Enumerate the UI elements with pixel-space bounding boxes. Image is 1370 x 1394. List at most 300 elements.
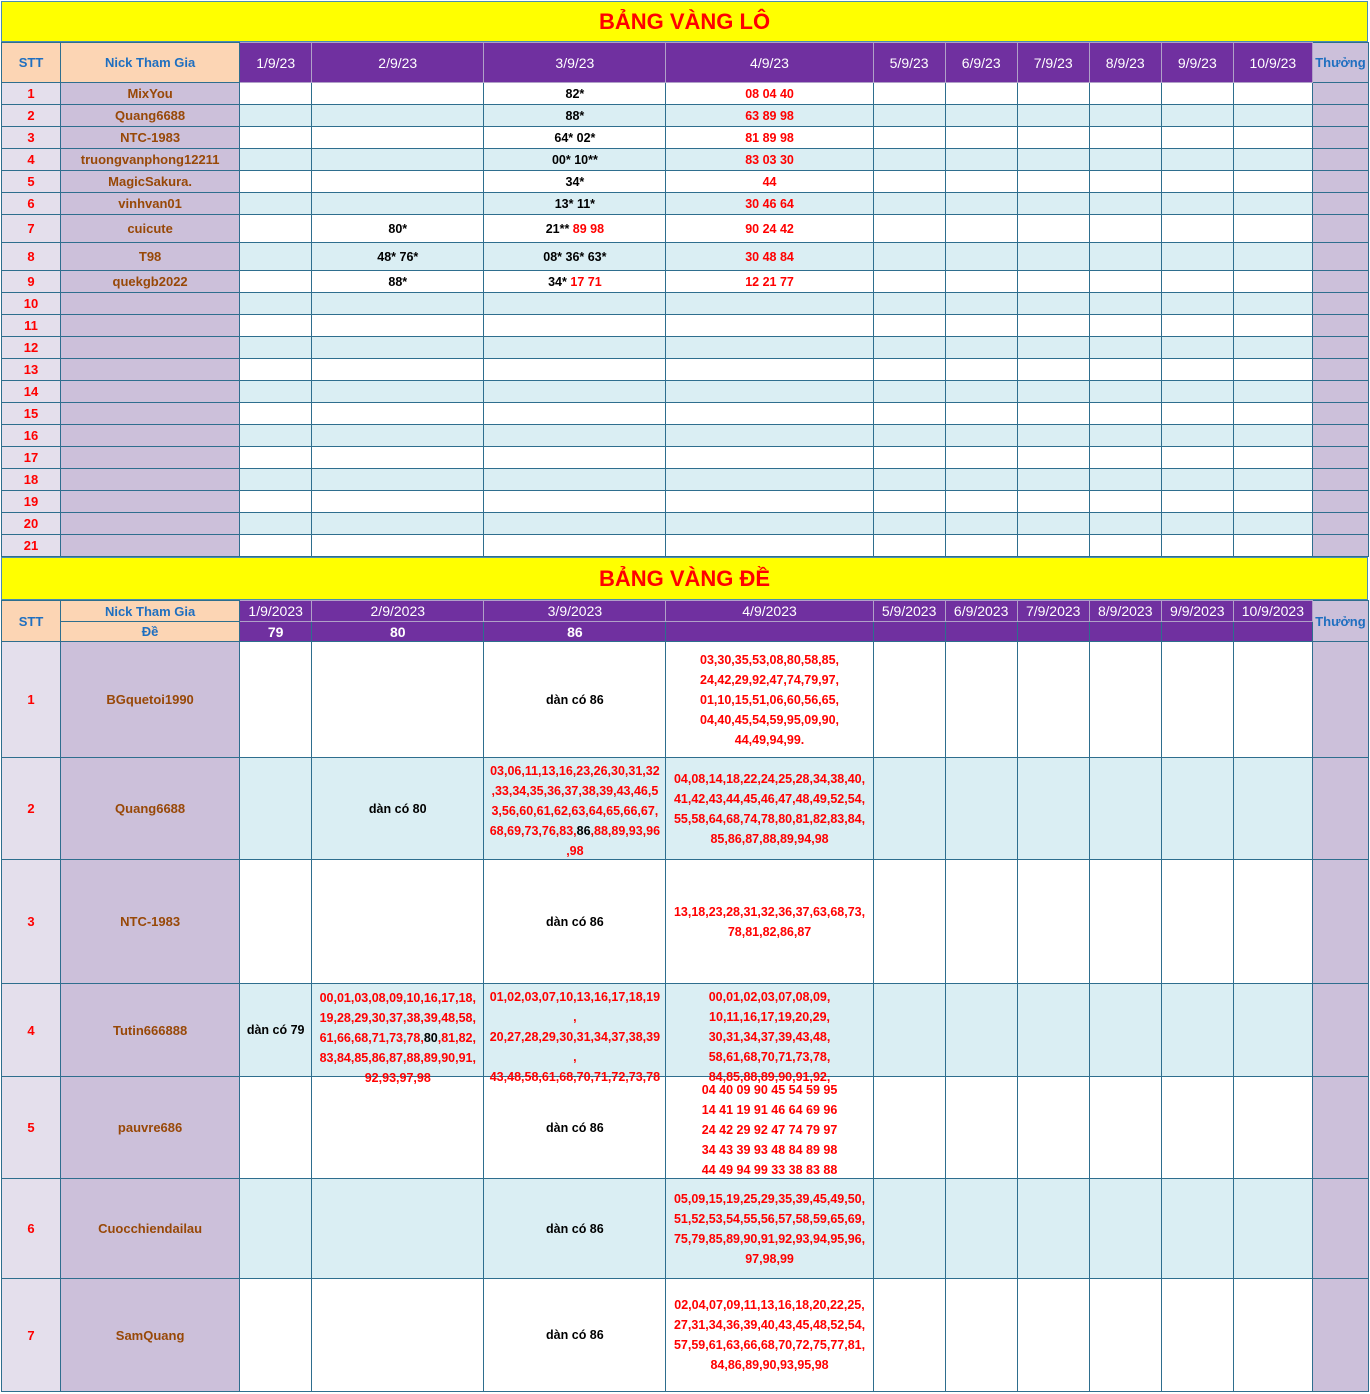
number-list-line: 34 43 39 93 48 84 89 98 [701,1142,838,1157]
lo-cell-d1 [240,381,312,403]
lo-row-thuong [1312,469,1368,491]
de-cell-d5 [873,860,945,984]
de-cell-d4 [666,642,873,758]
de-cell-d9 [1161,642,1233,758]
lo-header-date: 8/9/23 [1089,43,1161,83]
number-list-line: 92,93,97,98 [364,1070,431,1085]
de-cell-d10 [1233,860,1312,984]
number-segment: 61,66,68,71,73,78, [319,1030,424,1045]
lo-cell-d8 [1089,215,1161,243]
lo-table-title: BẢNG VÀNG LÔ [1,1,1368,42]
number-list [666,987,872,1084]
lo-cell-d4 [666,293,873,315]
de-header-date: 1/9/2023 [240,601,312,622]
lo-cell-d5 [873,403,945,425]
de-cell-d9 [1161,984,1233,1077]
de-cell-d6 [945,1279,1017,1392]
lo-cell-d1 [240,513,312,535]
lo-cell-d6 [945,403,1017,425]
lo-cell-d2 [312,491,484,513]
de-header-nick: Nick Tham Gia [61,601,240,622]
de-cell-d10 [1233,1077,1312,1179]
lo-header-stt: STT [2,43,61,83]
de-table-row [2,1179,1369,1279]
de-row-nick: Cuocchiendailau [61,1179,240,1279]
lo-cell-d8 [1089,491,1161,513]
de-cell-d7 [1017,1077,1089,1179]
lo-cell-d8 [1089,469,1161,491]
lo-header-row [2,43,1369,83]
lo-cell-d8 [1089,535,1161,557]
lo-row-stt: 21 [2,535,61,557]
lo-row-stt: 15 [2,403,61,425]
de-result-row [2,622,1369,642]
lo-row-nick [61,381,240,403]
number-list-line: 10,11,16,17,19,20,29, [709,1009,830,1024]
lo-cell-d9 [1161,293,1233,315]
lo-cell-d2 [312,425,484,447]
lo-row-stt: 17 [2,447,61,469]
number-segment: 68,69,73,76,83, [489,823,577,838]
de-cell-d6 [945,1077,1017,1179]
number-list-line: 03,06,11,13,16,23,26,30,31,32 [490,763,660,778]
lo-cell-d8 [1089,315,1161,337]
lo-cell-d1 [240,149,312,171]
number-list-line: 05,09,15,19,25,29,35,39,45,49,50, [673,1191,866,1206]
lo-header-date: 1/9/23 [240,43,312,83]
de-row-nick: NTC-1983 [61,860,240,984]
lo-table-row [2,315,1369,337]
de-cell-d5 [873,984,945,1077]
lo-cell-d4: 83 03 30 [666,149,873,171]
lo-cell-d9 [1161,535,1233,557]
de-cell-d10 [1233,1279,1312,1392]
de-cell-d10 [1233,758,1312,860]
lo-row-stt: 10 [2,293,61,315]
lo-cell-d3 [484,243,666,271]
lo-table-row [2,425,1369,447]
de-cell-d3: dàn có 86 [484,1279,666,1392]
de-row-nick: Quang6688 [61,758,240,860]
number-list-line: 84,85,88,89,90,91,92, [708,1069,831,1084]
lo-cell-d8 [1089,243,1161,271]
lo-cell-d5 [873,215,945,243]
de-result-cell [1017,622,1089,642]
lo-cell-d5 [873,359,945,381]
number-list [312,988,483,1085]
number-list-line: 04 40 09 90 45 54 59 95 [701,1082,838,1097]
lo-cell-d1 [240,83,312,105]
de-cell-d4 [666,1179,873,1279]
lo-cell-d5 [873,193,945,215]
lo-header-date: 4/9/23 [666,43,873,83]
lo-cell-d3 [484,271,666,293]
winning-number: 86 [576,823,591,838]
lo-cell-d9 [1161,447,1233,469]
number-list-line: 00,01,02,03,07,08,09, [708,989,831,1004]
de-row-thuong [1312,758,1368,860]
number-list-line [484,821,665,841]
lo-cell-d2 [312,105,484,127]
lo-cell-d3 [484,83,666,105]
de-table-row [2,984,1369,1077]
de-cell-d8 [1089,642,1161,758]
number-list-line: 78,81,82,86,87 [727,924,812,939]
number-list-line: 14 41 19 91 46 64 69 96 [701,1102,838,1117]
de-cell-d3 [484,758,666,860]
lo-cell-d10 [1233,105,1312,127]
de-cell-d7 [1017,1279,1089,1392]
lo-cell-d10 [1233,535,1312,557]
lo-cell-d2 [312,359,484,381]
lo-row-nick [61,315,240,337]
de-table-row [2,642,1369,758]
lo-cell-d1 [240,359,312,381]
number-list-line: 83,84,85,86,87,88,89,90,91, [319,1050,476,1065]
de-cell-d6 [945,642,1017,758]
lo-cell-d7 [1017,105,1089,127]
lo-row-nick [61,447,240,469]
number-list-line: 04,40,45,54,59,95,09,90, [700,712,840,727]
lo-row-nick: T98 [61,243,240,271]
lo-cell-d10 [1233,491,1312,513]
lo-cell-d10 [1233,337,1312,359]
de-cell-d4 [666,1279,873,1392]
lo-cell-d10 [1233,127,1312,149]
number-list-line: 19,28,29,30,37,38,39,48,58, [319,1010,476,1025]
lo-cell-d7 [1017,469,1089,491]
number-list-line: 20,27,28,29,30,31,34,37,38,39 [489,1029,661,1044]
number-list-line: 44,49,94,99. [734,732,805,747]
de-header-stt: STT [2,601,61,642]
lo-table-row [2,293,1369,315]
lo-cell-d3 [484,381,666,403]
de-row-thuong [1312,984,1368,1077]
lo-cell-d6 [945,359,1017,381]
lo-row-nick: cuicute [61,215,240,243]
lo-table-row [2,271,1369,293]
lo-cell-d5 [873,271,945,293]
lo-cell-d6 [945,83,1017,105]
lo-cell-d6 [945,293,1017,315]
de-cell-d5 [873,1179,945,1279]
lo-cell-d7 [1017,447,1089,469]
lo-cell-d6 [945,149,1017,171]
lo-cell-d1 [240,105,312,127]
lo-cell-d4 [666,403,873,425]
lo-cell-d10 [1233,469,1312,491]
lo-cell-d5 [873,293,945,315]
lo-table-row [2,149,1369,171]
lo-cell-d2 [312,171,484,193]
de-cell-d2 [312,642,484,758]
lo-cell-d8 [1089,171,1161,193]
lo-table-row [2,83,1369,105]
de-result-cell [873,622,945,642]
number-list-line: 30,31,34,37,39,43,48, [708,1029,831,1044]
lo-cell-d3 [484,535,666,557]
de-result-cell [1233,622,1312,642]
lo-table-row [2,127,1369,149]
lo-cell-d9 [1161,315,1233,337]
lo-cell-d8 [1089,425,1161,447]
lo-row-thuong [1312,513,1368,535]
lo-row-stt: 20 [2,513,61,535]
lo-cell-d4: 30 46 64 [666,193,873,215]
lo-cell-d4: 08 04 40 [666,83,873,105]
de-header-date: 7/9/2023 [1017,601,1089,622]
lo-cell-d5 [873,171,945,193]
lo-table-row [2,381,1369,403]
lo-cell-d6 [945,535,1017,557]
lo-cell-d1 [240,193,312,215]
lo-row-stt: 12 [2,337,61,359]
lo-cell-d1 [240,469,312,491]
lo-row-stt: 9 [2,271,61,293]
lo-row-nick: MixYou [61,83,240,105]
lo-cell-d5 [873,105,945,127]
lo-row-thuong [1312,447,1368,469]
lo-cell-d5 [873,425,945,447]
lo-cell-d2 [312,315,484,337]
de-table-row [2,1279,1369,1392]
lo-row-nick [61,337,240,359]
number-list-line: ,98 [566,843,584,858]
de-row-stt: 1 [2,642,61,758]
de-cell-d3: dàn có 86 [484,860,666,984]
lo-cell-d3-black: 64* 02* [554,130,596,145]
lo-table-row [2,105,1369,127]
lo-cell-d3-red: 17 71 [566,274,602,289]
number-list [666,1080,872,1176]
number-list-line: 51,52,53,54,55,56,57,58,59,65,69, [673,1211,866,1226]
de-cell-d3 [484,984,666,1084]
lo-table-row [2,193,1369,215]
lo-cell-d6 [945,425,1017,447]
lo-cell-d2 [312,193,484,215]
lo-cell-d10 [1233,193,1312,215]
de-table-title: BẢNG VÀNG ĐỀ [1,557,1368,600]
lo-row-nick: truongvanphong12211 [61,149,240,171]
lo-cell-d9 [1161,337,1233,359]
lo-row-nick [61,469,240,491]
lo-cell-d1 [240,337,312,359]
number-list-line: 84,86,89,90,93,95,98 [710,1358,829,1372]
lo-cell-d8 [1089,193,1161,215]
de-result-cell: 80 [312,622,484,642]
lo-cell-d3 [484,171,666,193]
lo-row-thuong [1312,271,1368,293]
lo-header-nick: Nick Tham Gia [61,43,240,83]
lo-cell-d5 [873,127,945,149]
de-table-row [2,860,1369,984]
lo-cell-d5 [873,513,945,535]
de-row-nick: pauvre686 [61,1077,240,1179]
lo-cell-d7 [1017,83,1089,105]
lo-cell-d4 [666,315,873,337]
lo-cell-d4 [666,469,873,491]
number-list-line: 57,59,61,63,66,68,70,72,75,77,81, [673,1338,866,1352]
lo-cell-d2 [312,381,484,403]
lo-cell-d7 [1017,171,1089,193]
lo-cell-d10 [1233,513,1312,535]
de-header-date: 2/9/2023 [312,601,484,622]
de-cell-d2 [312,1077,484,1179]
lo-cell-d3 [484,315,666,337]
lo-cell-d3 [484,293,666,315]
lo-cell-d6 [945,127,1017,149]
lo-cell-d5 [873,315,945,337]
lo-cell-d9 [1161,491,1233,513]
lo-row-stt: 7 [2,215,61,243]
lo-row-thuong [1312,105,1368,127]
lo-header-date: 5/9/23 [873,43,945,83]
lo-cell-d7 [1017,535,1089,557]
lo-cell-d8 [1089,271,1161,293]
lo-table-row [2,403,1369,425]
de-result-cell [666,622,873,642]
number-list [666,769,872,849]
de-table-row [2,1077,1369,1179]
lo-cell-d3 [484,447,666,469]
lo-row-nick [61,535,240,557]
number-list-line: 55,58,64,68,74,78,80,81,82,83,84, [673,811,866,826]
lo-cell-d3-black: 13* 11* [554,196,596,211]
number-list-line: , [573,1009,577,1024]
lo-row-nick: Quang6688 [61,105,240,127]
lo-cell-d5 [873,83,945,105]
lo-cell-d2 [312,293,484,315]
lo-cell-d9 [1161,171,1233,193]
lo-cell-d8 [1089,359,1161,381]
lo-cell-d10 [1233,403,1312,425]
lo-cell-d9 [1161,381,1233,403]
lo-cell-d6 [945,315,1017,337]
lo-cell-d9 [1161,469,1233,491]
lo-cell-d5 [873,535,945,557]
de-header-date: 4/9/2023 [666,601,873,622]
lo-row-nick: NTC-1983 [61,127,240,149]
lo-row-stt: 6 [2,193,61,215]
de-table-row [2,758,1369,860]
lo-cell-d6 [945,469,1017,491]
lo-cell-d3 [484,403,666,425]
lo-row-stt: 11 [2,315,61,337]
lo-cell-d3-black: 34* [565,174,585,189]
lo-header-date: 2/9/23 [312,43,484,83]
lo-cell-d4 [666,513,873,535]
de-cell-d7 [1017,642,1089,758]
de-cell-d5 [873,1077,945,1179]
lo-cell-d7 [1017,315,1089,337]
lo-cell-d4: 63 89 98 [666,105,873,127]
number-list [666,1189,872,1269]
de-cell-d8 [1089,758,1161,860]
de-cell-d3: dàn có 86 [484,1179,666,1279]
lo-cell-d2 [312,447,484,469]
number-list-line: 97,98,99 [745,1251,794,1266]
lo-cell-d3 [484,359,666,381]
lo-cell-d1 [240,215,312,243]
lo-cell-d8 [1089,149,1161,171]
de-cell-d8 [1089,1077,1161,1179]
lo-cell-d2 [312,535,484,557]
lo-cell-d9 [1161,359,1233,381]
de-header-thuong: Thưởng [1312,601,1368,642]
de-row-thuong [1312,642,1368,758]
number-list-line: 04,08,14,18,22,24,25,28,34,38,40, [673,771,866,786]
lo-row-thuong [1312,381,1368,403]
lo-cell-d6 [945,193,1017,215]
lo-cell-d7 [1017,513,1089,535]
lo-cell-d2 [312,149,484,171]
lo-cell-d7 [1017,491,1089,513]
lo-cell-d5 [873,381,945,403]
lo-table-row [2,171,1369,193]
number-list-line: 24 42 29 92 47 74 79 97 [701,1122,838,1137]
lo-cell-d7 [1017,149,1089,171]
lo-row-nick: quekgb2022 [61,271,240,293]
lo-cell-d6 [945,215,1017,243]
lo-cell-d1 [240,127,312,149]
lo-cell-d8 [1089,403,1161,425]
lo-cell-d3 [484,425,666,447]
lo-cell-d4 [666,491,873,513]
lo-cell-d3 [484,105,666,127]
lo-row-nick [61,293,240,315]
de-cell-d1 [240,642,312,758]
number-list [666,1295,872,1375]
winning-number: 80 [423,1030,438,1045]
lo-cell-d1 [240,535,312,557]
number-list-line: 02,04,07,09,11,13,16,18,20,22,25, [674,1298,865,1312]
lo-table-row [2,215,1369,243]
lo-cell-d8 [1089,381,1161,403]
lo-table-row [2,337,1369,359]
de-cell-d9 [1161,860,1233,984]
de-row-nick: SamQuang [61,1279,240,1392]
lo-cell-d2: 80* [312,215,484,243]
lo-cell-d10 [1233,381,1312,403]
lo-cell-d2 [312,127,484,149]
de-cell-d2 [312,1179,484,1279]
lo-row-thuong [1312,337,1368,359]
lo-cell-d1 [240,271,312,293]
de-cell-d7 [1017,984,1089,1077]
lo-cell-d3-black: 88* [565,108,585,123]
de-cell-d3: dàn có 86 [484,642,666,758]
lo-cell-d6 [945,271,1017,293]
lo-row-stt: 5 [2,171,61,193]
number-segment: ,88,89,93,96 [590,823,661,838]
lo-header-date: 3/9/23 [484,43,666,83]
lo-row-thuong [1312,491,1368,513]
lo-cell-d3-black: 82* [565,86,585,101]
de-cell-d8 [1089,860,1161,984]
de-cell-d6 [945,758,1017,860]
lo-row-thuong [1312,293,1368,315]
lo-row-thuong [1312,425,1368,447]
lo-table-row [2,491,1369,513]
de-row-stt: 5 [2,1077,61,1179]
number-list-line: 44 49 94 99 33 38 83 88 [701,1162,838,1177]
de-row-stt: 6 [2,1179,61,1279]
de-cell-d1 [240,1077,312,1179]
de-cell-d1 [240,1179,312,1279]
de-cell-d2 [312,984,484,1085]
de-cell-d1: dàn có 79 [240,984,312,1077]
de-cell-d5 [873,642,945,758]
